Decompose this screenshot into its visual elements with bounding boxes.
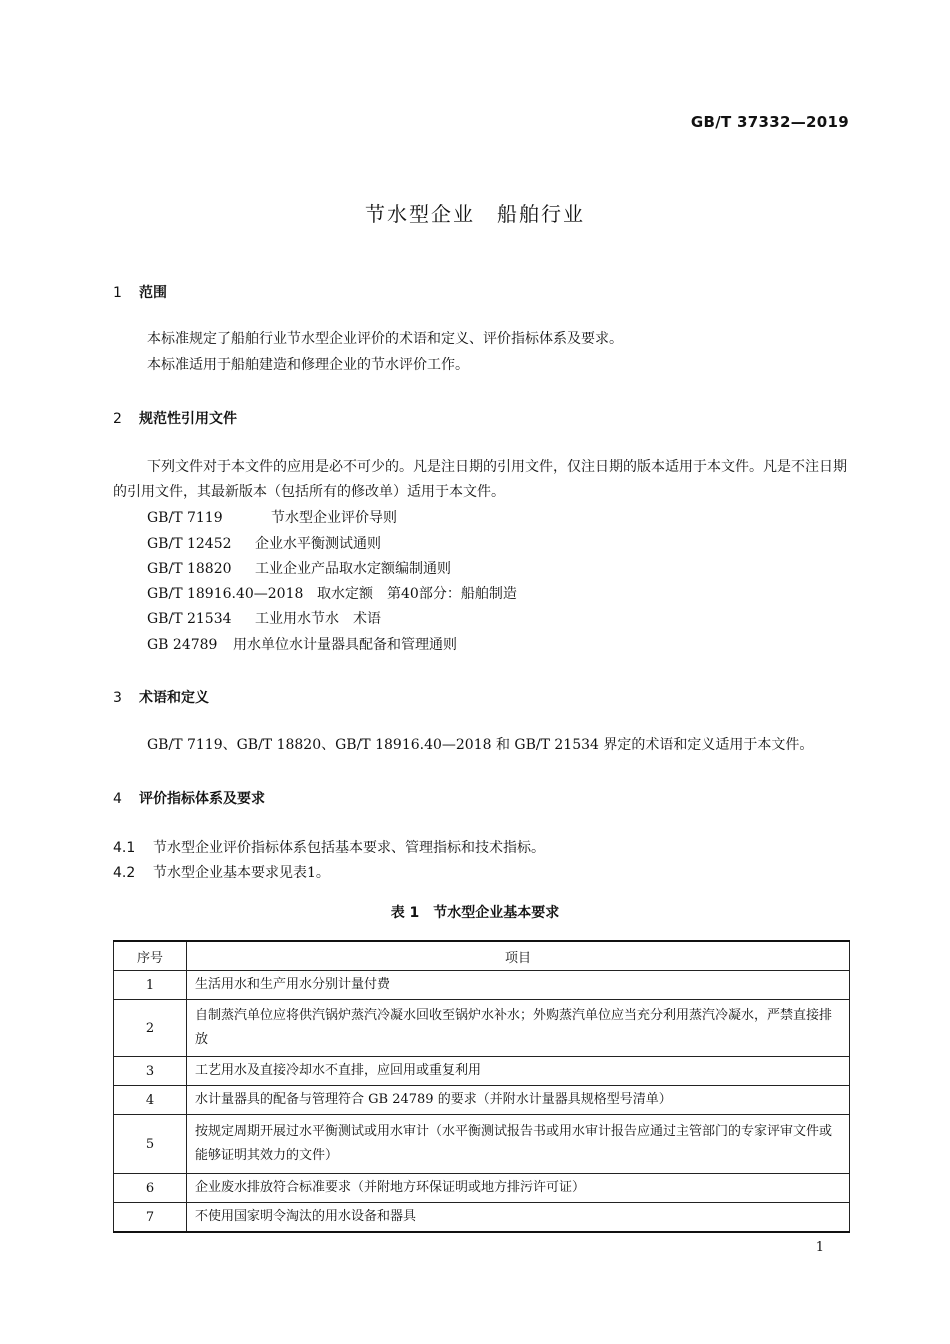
section-4-heading bbox=[113, 788, 265, 808]
reference-title: 用水单位水计量器具配备和管理通则 bbox=[233, 637, 457, 653]
section-1-para-1: 本标准规定了船舶行业节水型企业评价的术语和定义、评价指标体系及要求。 bbox=[147, 331, 623, 347]
column-header-item: 项目 bbox=[187, 941, 850, 971]
row-item: 企业废水排放符合标准要求（并附地方环保证明或地方排污许可证） bbox=[187, 1174, 850, 1203]
section-1-title: 范围 bbox=[139, 285, 167, 301]
table-row bbox=[114, 1057, 850, 1086]
row-item: 自制蒸汽单位应将供汽锅炉蒸汽冷凝水回收至锅炉水补水；外购蒸汽单位应当充分利用蒸汽冷凝水，严禁直接排放 bbox=[187, 1000, 850, 1057]
row-number: 1 bbox=[114, 971, 187, 1000]
section-3-number: 3 bbox=[113, 690, 122, 706]
table-row bbox=[114, 1115, 850, 1174]
reference-item bbox=[147, 533, 381, 553]
reference-code: GB/T 7119 bbox=[147, 510, 223, 526]
table-row bbox=[114, 1203, 850, 1233]
section-2-heading bbox=[113, 408, 237, 428]
section-1-heading bbox=[113, 282, 167, 302]
row-item: 按规定周期开展过水平衡测试或用水审计（水平衡测试报告书或用水审计报告应通过主管部门的专家评审文件或能够证明其效力的文件） bbox=[187, 1115, 850, 1174]
table-title: 表 1 节水型企业基本要求 bbox=[390, 905, 560, 921]
clause-4-1-text: 节水型企业评价指标体系包括基本要求、管理指标和技术指标。 bbox=[153, 840, 545, 856]
row-number: 7 bbox=[114, 1203, 187, 1233]
row-number: 5 bbox=[114, 1115, 187, 1174]
row-item: 不使用国家明令淘汰的用水设备和器具 bbox=[187, 1203, 850, 1233]
row-item: 水计量器具的配备与管理符合 GB 24789 的要求（并附水计量器具规格型号清单） bbox=[187, 1086, 850, 1115]
column-header-no: 序号 bbox=[114, 941, 187, 971]
reference-title: 节水型企业评价导则 bbox=[271, 510, 397, 526]
table-row bbox=[114, 1174, 850, 1203]
reference-item bbox=[147, 608, 381, 628]
requirements-table bbox=[113, 940, 850, 1233]
clause-4-2-number: 4.2 bbox=[113, 865, 136, 881]
row-number: 6 bbox=[114, 1174, 187, 1203]
section-1-para-2: 本标准适用于船舶建造和修理企业的节水评价工作。 bbox=[147, 357, 469, 373]
reference-title: 企业水平衡测试通则 bbox=[255, 536, 381, 552]
standard-code: GB/T 37332—2019 bbox=[690, 113, 849, 131]
section-3-para: GB/T 7119、GB/T 18820、GB/T 18916.40—2018 和 GB/T 21534 界定的术语和定义适用于本文件。 bbox=[147, 737, 814, 753]
section-2-number: 2 bbox=[113, 411, 122, 427]
table-row bbox=[114, 971, 850, 1000]
section-2-title: 规范性引用文件 bbox=[139, 411, 237, 427]
row-number: 4 bbox=[114, 1086, 187, 1115]
document-title: 节水型企业 船舶行业 bbox=[365, 202, 585, 226]
reference-item bbox=[147, 558, 451, 578]
section-3-heading bbox=[113, 687, 209, 707]
reference-code: GB/T 21534 bbox=[147, 611, 232, 627]
row-item: 工艺用水及直接冷却水不直排，应回用或重复利用 bbox=[187, 1057, 850, 1086]
row-number: 3 bbox=[114, 1057, 187, 1086]
section-4-number: 4 bbox=[113, 791, 122, 807]
reference-code: GB 24789 bbox=[147, 637, 218, 653]
clause-4-2 bbox=[113, 862, 330, 882]
reference-item bbox=[147, 634, 457, 654]
clause-4-1-number: 4.1 bbox=[113, 840, 136, 856]
row-item: 生活用水和生产用水分别计量付费 bbox=[187, 971, 850, 1000]
table-row bbox=[114, 1086, 850, 1115]
table-row bbox=[114, 1000, 850, 1057]
clause-4-2-text: 节水型企业基本要求见表1。 bbox=[153, 865, 330, 881]
reference-code: GB/T 18820 bbox=[147, 561, 232, 577]
clause-4-1 bbox=[113, 837, 545, 857]
reference-title: 工业用水节水 术语 bbox=[255, 611, 381, 627]
section-1-number: 1 bbox=[113, 285, 122, 301]
row-number: 2 bbox=[114, 1000, 187, 1057]
reference-item bbox=[147, 583, 517, 603]
table-header-row bbox=[114, 941, 850, 971]
reference-title: 取水定额 第40部分：船舶制造 bbox=[317, 586, 517, 602]
reference-title: 工业企业产品取水定额编制通则 bbox=[255, 561, 451, 577]
reference-code: GB/T 18916.40—2018 bbox=[147, 586, 304, 602]
reference-code: GB/T 12452 bbox=[147, 536, 232, 552]
reference-item bbox=[147, 507, 397, 527]
page-number: 1 bbox=[815, 1240, 824, 1255]
section-4-title: 评价指标体系及要求 bbox=[139, 791, 265, 807]
section-2-intro: 下列文件对于本文件的应用是必不可少的。凡是注日期的引用文件，仅注日期的版本适用于本文件。凡是不注日期的引用文件，其最新版本（包括所有的修改单）适用于本文件。 bbox=[113, 459, 847, 500]
section-3-title: 术语和定义 bbox=[139, 690, 209, 706]
